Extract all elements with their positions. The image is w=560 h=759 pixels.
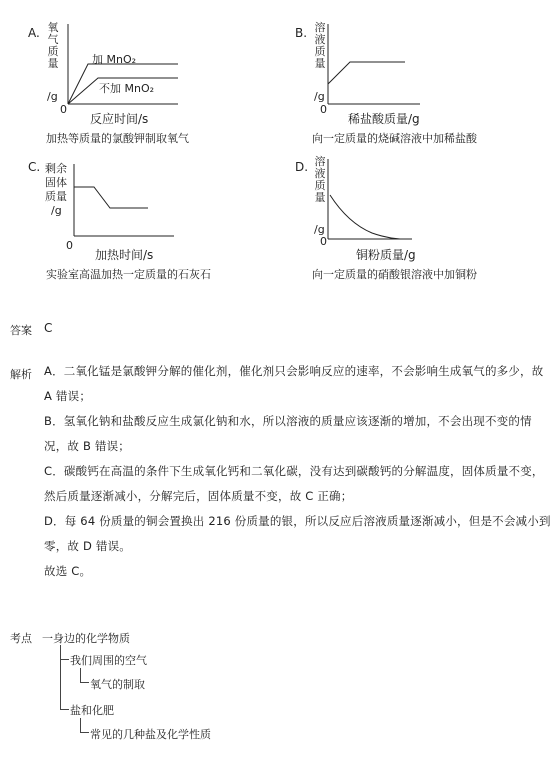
kaodian-label: 考点 xyxy=(10,632,32,645)
analysis-line: 然后质量逐渐减小，分解完后，固体质量不变，故 C 正确； xyxy=(44,489,353,503)
tree-connector xyxy=(60,659,69,710)
analysis-line: B．氢氧化钠和盐酸反应生成氯化钠和水，所以溶液的质量应该逐渐的增加，不会出现不变的情 xyxy=(44,414,532,428)
answer-label: 答案 xyxy=(10,324,32,337)
kaodian-root: 一身边的化学物质 xyxy=(42,632,130,645)
tree-connector xyxy=(80,668,89,683)
chart-a-origin: 0 xyxy=(60,103,67,116)
chart-a-yunit: /g xyxy=(47,90,58,103)
chart-b-ylabel: 溶液质量 xyxy=(314,21,326,70)
chart-c-plot xyxy=(70,160,180,240)
chart-b-caption: 向一定质量的烧碱溶液中加稀盐酸 xyxy=(312,132,477,145)
chart-c-line xyxy=(74,187,148,208)
chart-d-ylabel: 溶液质量 xyxy=(314,155,326,204)
chart-c-ylabel xyxy=(45,162,67,218)
chart-a-caption: 加热等质量的氯酸钾制取氧气 xyxy=(46,132,189,145)
tree-connector xyxy=(80,718,89,733)
analysis-body xyxy=(44,359,554,584)
chart-c-ylabel-line: 质量 xyxy=(45,190,67,203)
analysis-line: 故选 C。 xyxy=(44,564,92,578)
tree-connector xyxy=(60,645,69,660)
chart-c-xlabel: 加热时间/s xyxy=(95,248,154,262)
chart-c-ylabel-line: /g xyxy=(51,204,62,217)
chart-d-letter: D. xyxy=(295,160,309,174)
kaodian-level1-item: 盐和化肥 xyxy=(70,704,114,717)
chart-a-letter: A. xyxy=(28,26,40,40)
chart-d-plot xyxy=(320,155,420,245)
chart-a-series-1: 加 MnO₂ xyxy=(92,53,137,66)
chart-a-ylabel: 氧气质量 xyxy=(47,21,59,70)
chart-a-xlabel: 反应时间/s xyxy=(90,112,149,126)
chart-d-caption: 向一定质量的硝酸银溶液中加铜粉 xyxy=(312,268,477,281)
chart-c-origin: 0 xyxy=(66,239,73,252)
chart-d-curve xyxy=(330,195,400,239)
chart-d-xlabel: 铜粉质量/g xyxy=(356,248,416,262)
chart-b-line xyxy=(328,62,405,84)
analysis-line: C．碳酸钙在高温的条件下生成氧化钙和二氧化碳，没有达到碳酸钙的分解温度，固体质量不变， xyxy=(44,464,544,478)
chart-b-yunit: /g xyxy=(314,90,325,103)
chart-c-caption: 实验室高温加热一定质量的石灰石 xyxy=(46,268,211,281)
analysis-line: A．二氧化锰是氯酸钾分解的催化剂，催化剂只会影响反应的速率，不会影响生成氧气的多少，故 xyxy=(44,364,544,378)
analysis-label: 解析 xyxy=(10,368,32,381)
kaodian-level2-item: 氧气的制取 xyxy=(90,678,145,691)
chart-b-xlabel: 稀盐酸质量/g xyxy=(348,112,420,126)
chart-c-ylabel-line: 剩余 xyxy=(45,162,67,175)
chart-b-origin: 0 xyxy=(320,103,327,116)
kaodian-level1-item: 我们周围的空气 xyxy=(70,654,147,667)
chart-b-letter: B. xyxy=(295,26,308,40)
kaodian-level2-item: 常见的几种盐及化学性质 xyxy=(90,728,211,741)
chart-b-plot xyxy=(320,20,430,110)
analysis-line: D．每 64 份质量的铜会置换出 216 份质量的银，所以反应后溶液质量逐渐减小，但是不会减小到 xyxy=(44,514,551,528)
analysis-line: 况，故 B 错误； xyxy=(44,439,130,453)
chart-c-ylabel-line: 固体 xyxy=(45,176,67,189)
analysis-line: A 错误； xyxy=(44,389,92,403)
answer-value: C xyxy=(44,321,53,335)
chart-d-yunit: /g xyxy=(314,223,325,236)
chart-a-series-2: 不加 MnO₂ xyxy=(99,82,155,95)
chart-c-letter: C. xyxy=(28,160,41,174)
analysis-line: 零，故 D 错误。 xyxy=(44,539,131,553)
chart-d-origin: 0 xyxy=(320,235,327,248)
